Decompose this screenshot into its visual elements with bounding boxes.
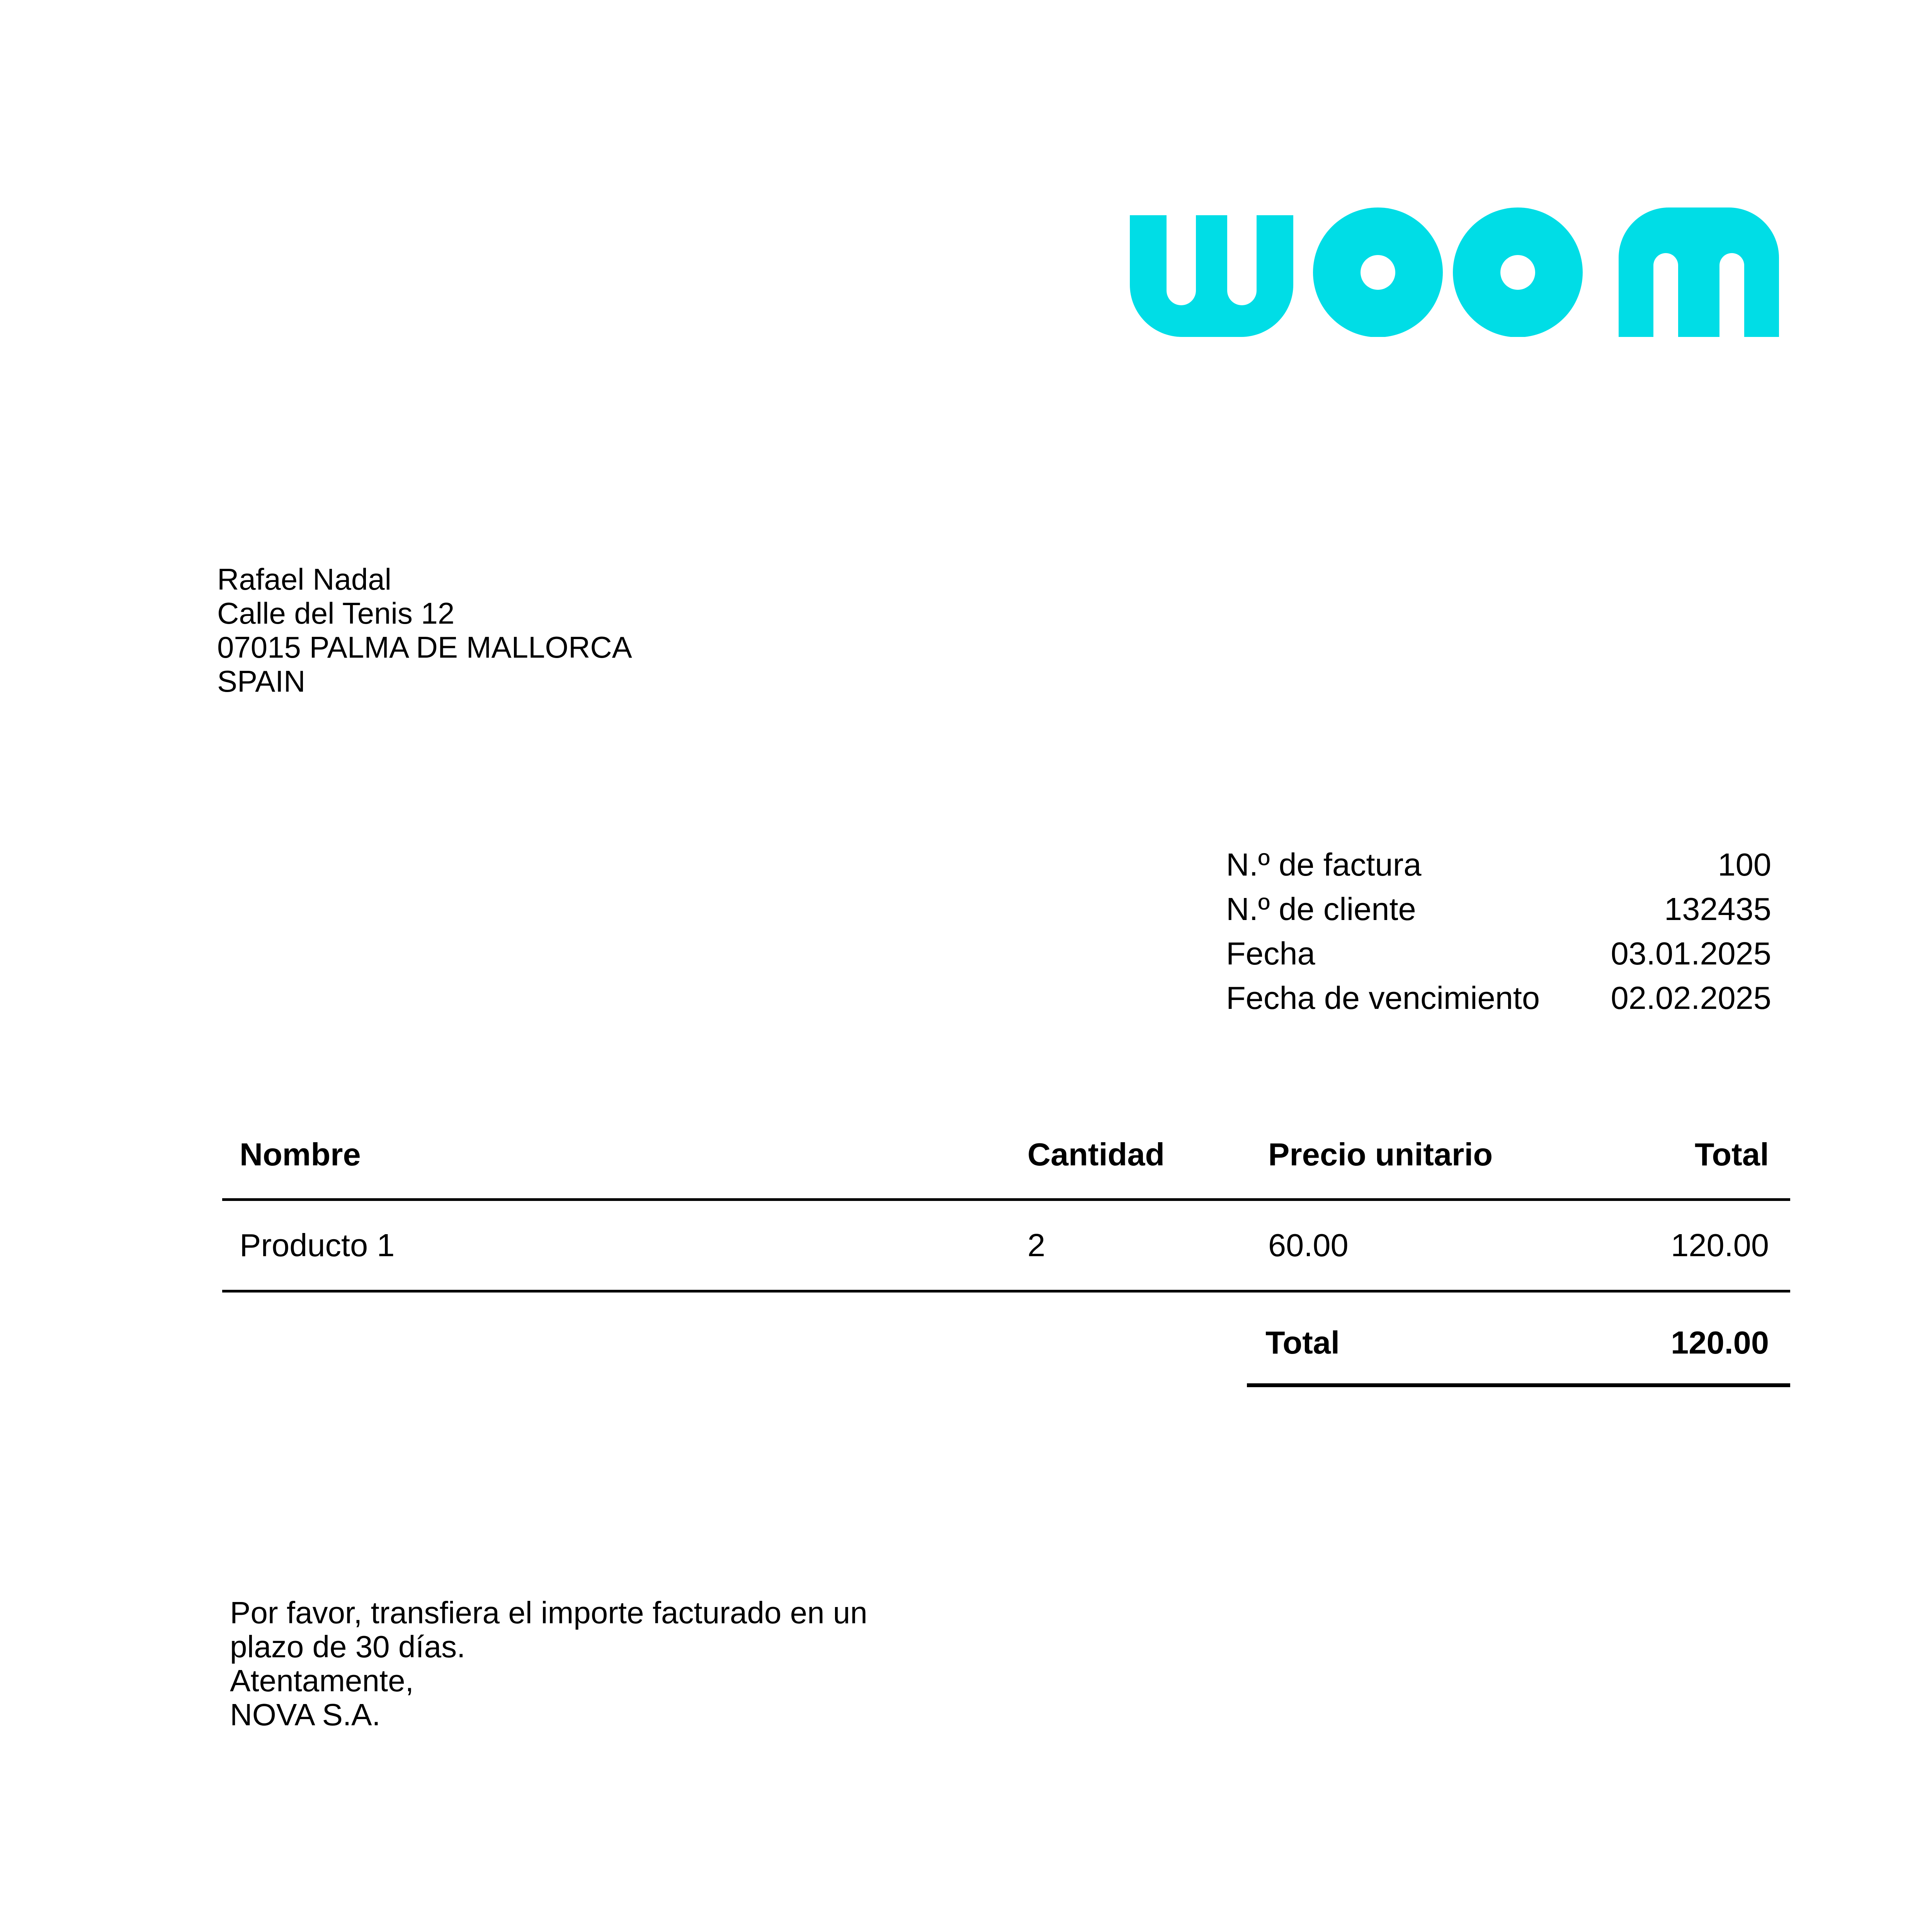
table-row	[222, 1201, 1790, 1293]
closing-line-2: plazo de 30 días.	[230, 1629, 466, 1664]
meta-label: Fecha de vencimiento	[1226, 980, 1540, 1016]
header-total: Total	[1694, 1136, 1769, 1172]
header-name: Nombre	[240, 1136, 361, 1172]
closing-line-1: Por favor, transfiera el importe facturado en un	[230, 1595, 867, 1630]
customer-number-row	[1226, 887, 1771, 931]
header-unit-price: Precio unitario	[1268, 1136, 1493, 1172]
recipient-name: Rafael Nadal	[217, 562, 391, 596]
invoice-number-row	[1226, 842, 1771, 887]
meta-value: 02.02.2025	[1611, 980, 1771, 1016]
recipient-country: SPAIN	[217, 664, 306, 698]
items-table-header	[222, 1111, 1790, 1201]
item-unit-price: 60.00	[1268, 1227, 1349, 1263]
meta-label: N.º de factura	[1226, 847, 1422, 883]
due-date-row	[1226, 976, 1771, 1020]
recipient-address	[217, 562, 632, 698]
total-value: 120.00	[1671, 1325, 1769, 1361]
meta-value: 03.01.2025	[1611, 935, 1771, 971]
meta-label: Fecha	[1226, 935, 1315, 971]
recipient-city: 07015 PALMA DE MALLORCA	[217, 630, 632, 664]
closing-line-3: Atentamente,	[230, 1663, 414, 1698]
meta-label: N.º de cliente	[1226, 891, 1416, 927]
invoice-total	[1247, 1291, 1790, 1387]
date-row	[1226, 931, 1771, 976]
closing-line-4: NOVA S.A.	[230, 1697, 381, 1732]
closing-message	[230, 1596, 867, 1732]
total-label: Total	[1265, 1325, 1340, 1361]
woom-logo	[1130, 207, 1779, 337]
invoice-meta	[1226, 842, 1771, 1020]
item-total: 120.00	[1671, 1227, 1769, 1263]
item-quantity: 2	[1027, 1227, 1046, 1263]
meta-value: 100	[1718, 847, 1771, 883]
header-quantity: Cantidad	[1027, 1136, 1165, 1172]
meta-value: 132435	[1664, 891, 1771, 927]
items-table	[222, 1111, 1790, 1293]
recipient-street: Calle del Tenis 12	[217, 596, 455, 630]
item-name: Producto 1	[240, 1227, 395, 1263]
